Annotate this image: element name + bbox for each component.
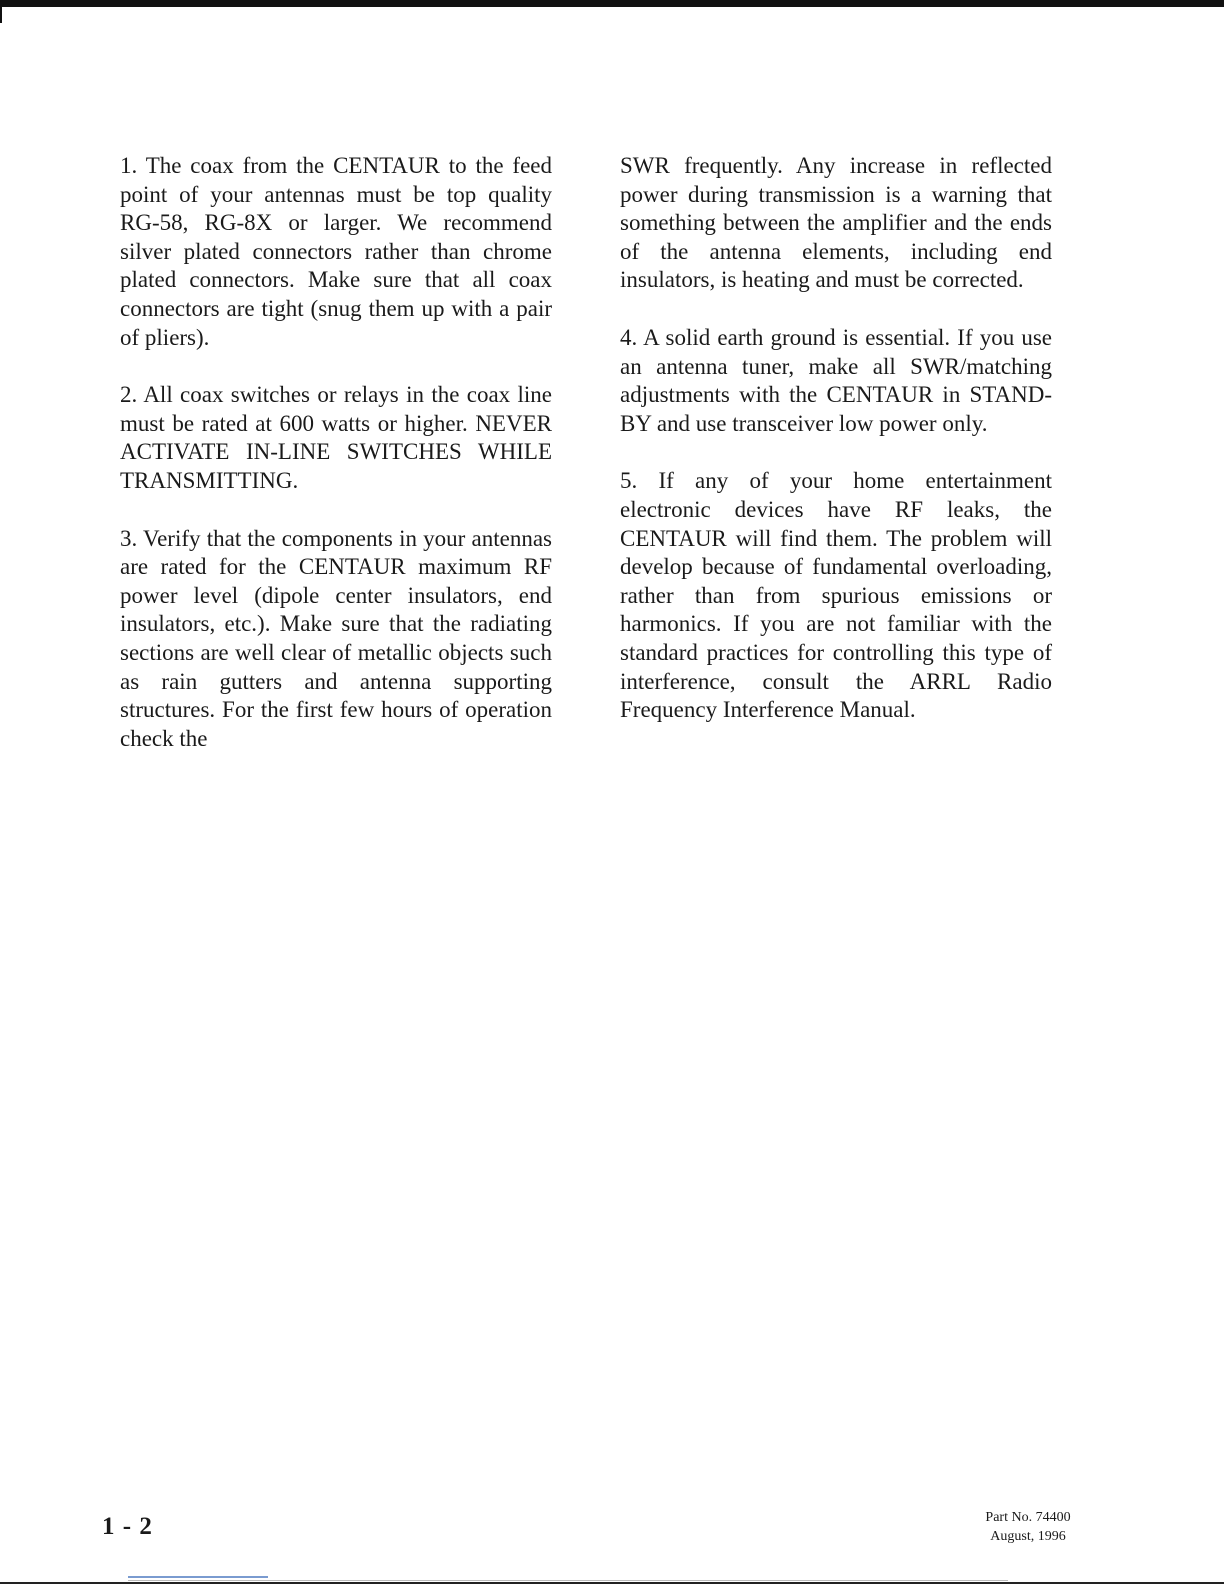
paragraph-3-continued: SWR frequently. Any increase in reflected power during transmission is a warning that something between the amplifier and the ends of the antenna elements, including end insulators, is heating and must be corrected.: [620, 153, 1052, 293]
scan-border-left: [0, 7, 2, 23]
scan-mark-blue: [128, 1576, 268, 1578]
part-info: [968, 1508, 1088, 1546]
paragraph-3: 3. Verify that the components in your antennas are rated for the CENTAUR maximum RF power level (dipole center insulators, end insulators, etc.). Make sure that the radiating sections are well clear of metallic objects such as rain gutters and antenna supporting structures. For the first few hours of operation check the: [120, 525, 552, 751]
paragraph-2: 2. All coax switches or relays in the coax line must be rated at 600 watts or higher. NEVER ACTIVATE IN-LINE SWITCHES WHILE TRANSMITTING.: [120, 382, 552, 493]
scan-mark-thin: [128, 1580, 1008, 1581]
paragraph-4: 4. A solid earth ground is essential. If you use an antenna tuner, make all SWR/matching adjustments with the CENTAUR in STAND-BY and use transceiver low power only.: [620, 324, 1052, 436]
paragraph-1: 1. The coax from the CENTAUR to the feed point of your antennas must be top quality RG-58, RG-8X or larger. We recommend silver plated connectors rather than chrome plated connectors. Make sure that all coax connectors are tight (snug them up with a pair of pliers).: [120, 153, 552, 350]
right-column: [620, 152, 1052, 725]
left-column: [120, 152, 552, 753]
revision-date: August, 1996: [990, 1529, 1066, 1544]
scan-border-top: [0, 0, 1224, 7]
paragraph-5: 5. If any of your home entertainment electronic devices have RF leaks, the CENTAUR will find them. The problem will develop because of fundamental overloading, rather than from spurious emissions or harmonics. If you are not familiar with the standard practices for controlling this type of interference, consult the ARRL Radio Frequency Interference Manual.: [620, 468, 1052, 723]
part-number: Part No. 74400: [985, 1510, 1071, 1525]
page-number: 1 - 2: [102, 1513, 153, 1540]
